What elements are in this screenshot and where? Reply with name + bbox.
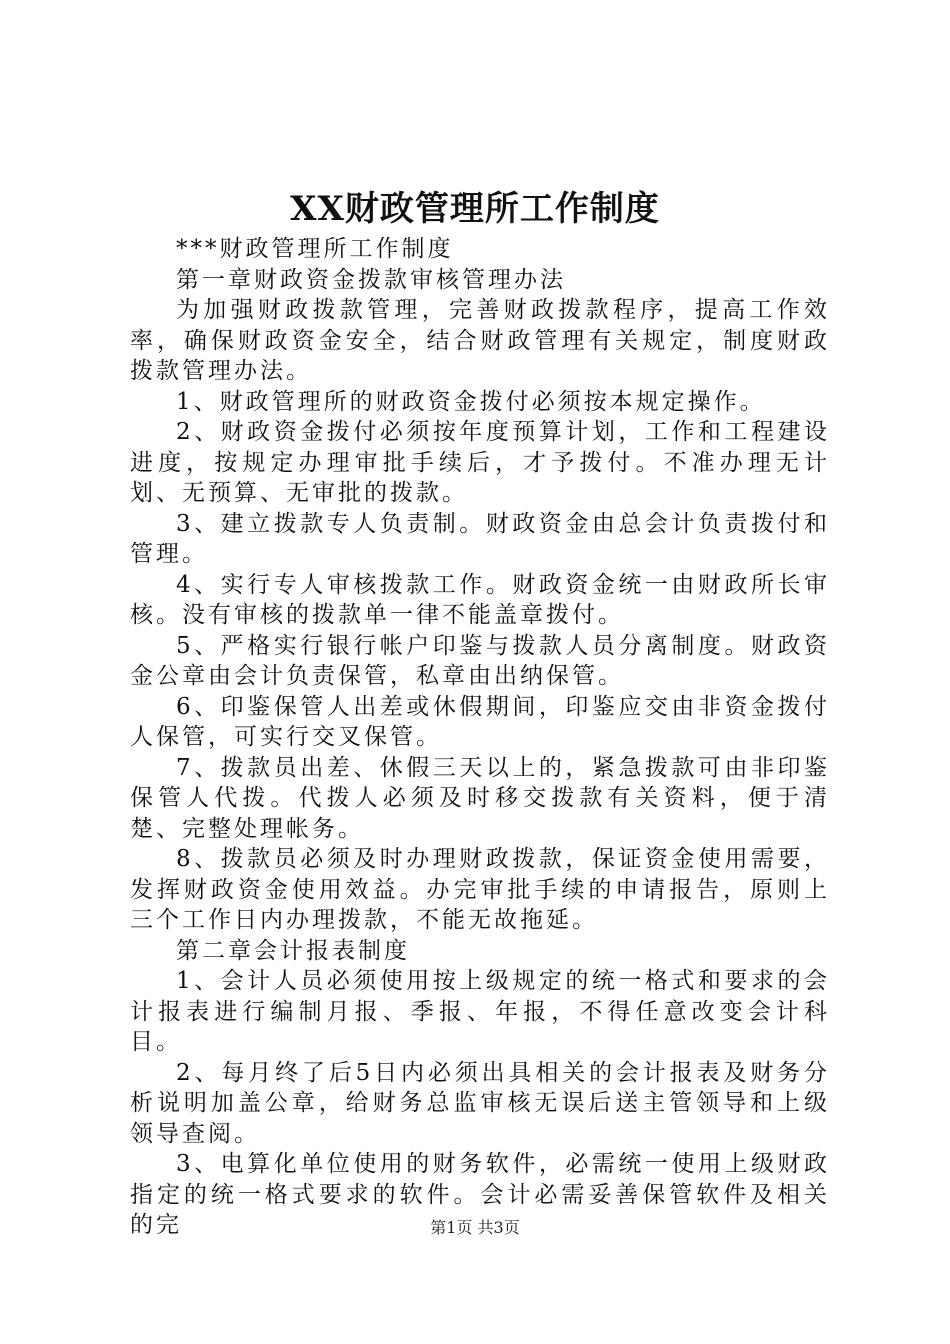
paragraph: 3、建立拨款专人负责制。财政资金由总会计负责拨付和管理。	[130, 510, 830, 567]
chapter-heading: 第二章会计报表制度	[176, 937, 410, 964]
paragraph: 2、财政资金拨付必须按年度预算计划，工作和工程建设进度，按规定办理审批手续后，才予拨付。不准办理无计划、无预算、无审批的拨款。	[130, 419, 830, 506]
paragraph: 2、每月终了后5日内必须出具相关的会计报表及财务分析说明加盖公章，给财务总监审核无误后送主管领导和上级领导查阅。	[130, 1059, 830, 1147]
paragraph: 1、会计人员必须使用按上级规定的统一格式和要求的会计报表进行编制月报、季报、年报，不得任意改变会计科目。	[130, 968, 830, 1055]
paragraph: 5、严格实行银行帐户印鉴与拨款人员分离制度。财政资金公章由会计负责保管，私章由出纳保管。	[130, 632, 830, 689]
paragraph: 7、拨款员出差、休假三天以上的，紧急拨款可由非印鉴保管人代拨。代拨人必须及时移交拨款有关资料，便于清楚、完整处理帐务。	[130, 754, 830, 842]
paragraph-subtitle: ***财政管理所工作制度	[176, 236, 454, 262]
document-body	[130, 234, 830, 1241]
paragraph: 4、实行专人审核拨款工作。财政资金统一由财政所长审核。没有审核的拨款单一律不能盖章拨付。	[130, 571, 830, 628]
paragraph: 为加强财政拨款管理，完善财政拨款程序，提高工作效率，确保财政资金安全，结合财政管理有关规定，制度财政拨款管理办法。	[130, 297, 830, 384]
page-number: 第1页 共3页	[430, 1218, 520, 1237]
chapter-heading: 第一章财政资金拨款审核管理办法	[176, 266, 566, 293]
paragraph: 8、拨款员必须及时办理财政拨款，保证资金使用需要，发挥财政资金使用效益。办完审批手续的申请报告，原则上三个工作日内办理拨款，不能无故拖延。	[130, 846, 830, 933]
paragraph: 1、财政管理所的财政资金拨付必须按本规定操作。	[176, 388, 766, 415]
paragraph: 6、印鉴保管人出差或休假期间，印鉴应交由非资金拨付人保管，可实行交叉保管。	[130, 693, 830, 750]
paragraph: 3、电算化单位使用的财务软件，必需统一使用上级财政指定的统一格式要求的软件。会计必需妥善保管软件及相关的完	[130, 1151, 830, 1238]
document-title: XX财政管理所工作制度	[290, 189, 660, 229]
